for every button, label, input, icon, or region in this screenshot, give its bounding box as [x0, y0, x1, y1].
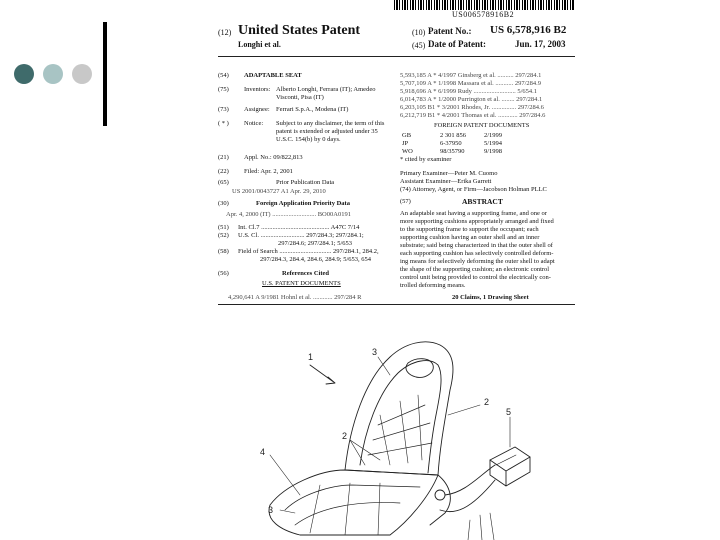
seat-drawing: [240, 335, 540, 540]
reference-row: 6,014,783 A * 1/2000 Purrington et al. ........ 297/284.1: [400, 96, 543, 103]
deck-dot-light: [72, 64, 92, 84]
us-patent-docs-title: U.S. PATENT DOCUMENTS: [262, 280, 341, 287]
foreign-number: 6-37950: [440, 140, 462, 147]
abstract-line: to the supporting frame to support the occupant; each: [400, 226, 539, 233]
foreign-date: 2/1999: [484, 132, 503, 139]
deck-dot-medium: [43, 64, 63, 84]
slide-divider: [103, 22, 107, 126]
filed-date: Filed: Apr. 2, 2001: [244, 168, 293, 175]
leader-3-top: [378, 357, 390, 375]
notice-line-3: U.S.C. 154(b) by 0 days.: [276, 136, 341, 143]
foreign-docs-title: FOREIGN PATENT DOCUMENTS: [434, 122, 530, 129]
label-ref-5: 5: [506, 407, 512, 417]
backrest-quilting: [368, 405, 432, 455]
abstract-line: substrate; said being characterized in that the outer shell of: [400, 242, 553, 249]
reference-row: 6,212,719 B1 * 4/2001 Thomas et al. ............ 297/284.6: [400, 112, 546, 119]
seat-cushion-quilting: [310, 483, 380, 535]
inid-52: (52): [218, 232, 229, 239]
backrest-inner: [360, 361, 441, 473]
inid-notice: ( * ): [218, 120, 229, 127]
assistant-examiner: Assistant Examiner—Erika Garrett: [400, 178, 492, 185]
inid-45: (45): [412, 41, 426, 50]
claims-count: 20 Claims, 1 Drawing Sheet: [452, 294, 529, 301]
control-unit-top: [490, 447, 530, 471]
inid-51: (51): [218, 224, 229, 231]
inventors-line-2: Visconti, Pisa (IT): [276, 94, 324, 101]
reference-arrow: [310, 365, 335, 384]
foreign-priority-data: Apr. 4, 2000 (IT) ........................... BO00A0191: [226, 211, 351, 218]
assignee: Ferrari S.p.A., Modena (IT): [276, 106, 349, 113]
foreign-country: JP: [402, 140, 409, 147]
patent-number: US 6,578,916 B2: [490, 24, 567, 36]
field-search-line-2: 297/284.3, 284.4, 284.6, 284.9; 5/653, 654: [260, 256, 372, 263]
us-cl-line-1: U.S. Cl. ........................... 297/284.3; 297/284.1;: [238, 232, 364, 239]
reference-row: 5,918,696 A * 6/1999 Rudy .......................... 5/654.1: [400, 88, 538, 95]
reference-row: 6,203,105 B1 * 3/2001 Rhodes, Jr. ............... 297/284.6: [400, 104, 544, 111]
notice-label: Notice:: [244, 120, 264, 127]
deck-dot-dark: [14, 64, 34, 84]
abstract-line: the shape of the supporting cushion; an electronic control: [400, 266, 550, 273]
reference-row: 4,290,641 A 9/1981 Hohnl et al. ............ 297/284 R: [228, 294, 362, 301]
date-label: Date of Patent:: [428, 39, 486, 49]
patent-no-label: Patent No.:: [428, 26, 472, 36]
seat-cushion-seam: [295, 502, 400, 525]
control-cable: [445, 465, 495, 495]
label-ref-3: 3: [372, 347, 378, 357]
notice-line-2: patent is extended or adjusted under 35: [276, 128, 378, 135]
inid-65: (65): [218, 179, 229, 186]
label-ref-2b: 2: [342, 431, 348, 441]
footer-rule: [218, 304, 575, 305]
inid-22: (22): [218, 168, 229, 175]
inid-57: (57): [400, 198, 411, 205]
foreign-country: WO: [402, 148, 413, 155]
abstract-line: trolled deforming means.: [400, 282, 466, 289]
abstract-line: ing means for selectively deforming the outer shell to adapt: [400, 258, 555, 265]
seat-cushion-front: [285, 485, 420, 510]
abstract-line: An adaptable seat having a supporting frame, and one or: [400, 210, 547, 217]
abstract-title: ABSTRACT: [462, 197, 503, 206]
patent-title: ADAPTABLE SEAT: [244, 72, 302, 79]
label-ref-1: 1: [308, 352, 314, 362]
control-knob: [435, 490, 445, 500]
primary-examiner: Primary Examiner—Peter M. Cuomo: [400, 170, 498, 177]
foreign-priority-title: Foreign Application Priority Data: [256, 200, 350, 207]
label-ref-3b: 3: [268, 505, 274, 515]
abstract-line: supporting cushion having an outer shell and an inner: [400, 234, 540, 241]
header-rule: [218, 56, 575, 57]
reference-row: 5,593,185 A * 4/1997 Ginsberg et al. .......... 297/284.1: [400, 72, 542, 79]
abstract-line: more supporting cushions appropriately arranged and fixed: [400, 218, 554, 225]
leader-4: [270, 455, 300, 495]
us-cl-line-2: 297/284.6; 297/284.1; 5/653: [278, 240, 353, 247]
inid-75: (75): [218, 86, 229, 93]
inventors-line-1: Alberto Longhi, Ferrara (IT); Amedeo: [276, 86, 376, 93]
inid-12: (12): [218, 28, 232, 37]
control-unit-sides: [490, 457, 530, 486]
label-ref-4: 4: [260, 447, 266, 457]
inid-58: (58): [218, 248, 229, 255]
foreign-number: 98/35790: [440, 148, 465, 155]
attorney: (74) Attorney, Agent, or Firm—Jacobson Holman PLLC: [400, 186, 547, 193]
notice-line-1: Subject to any disclaimer, the term of this: [276, 120, 385, 127]
foreign-date: 5/1994: [484, 140, 503, 147]
inid-56: (56): [218, 270, 229, 277]
label-ref-2: 2: [484, 397, 490, 407]
barcode: [394, 0, 574, 10]
leader-3-bottom: [280, 510, 295, 513]
field-search-line-1: Field of Search ................................ 297/284.1, 284.2,: [238, 248, 379, 255]
abstract-line: each supporting cushion has selectively controlled deform-: [400, 250, 554, 257]
leader-2-left: [350, 440, 380, 465]
inid-30: (30): [218, 200, 229, 207]
patent-heading: United States Patent: [238, 23, 361, 38]
abstract-line: control unit being provided to control the electrically con-: [400, 274, 551, 281]
reference-row: 5,707,109 A * 1/1998 Massara et al. ........... 297/284.9: [400, 80, 542, 87]
inid-21: (21): [218, 154, 229, 161]
prior-pub-title: Prior Publication Data: [276, 179, 335, 186]
wires: [468, 513, 494, 540]
inventor-short: Longhi et al.: [238, 40, 281, 49]
leader-2-right: [448, 405, 480, 415]
cited-note: * cited by examiner: [400, 156, 452, 163]
foreign-date: 9/1998: [484, 148, 503, 155]
foreign-country: GB: [402, 132, 412, 139]
barcode-number: US006578916B2: [452, 10, 515, 19]
inid-73: (73): [218, 106, 229, 113]
appl-no: Appl. No.: 09/822,813: [244, 154, 303, 161]
int-cl: Int. Cl.7 .......................................... A47C 7/14: [238, 224, 360, 231]
references-title: References Cited: [282, 270, 329, 277]
assignee-label: Assignee:: [244, 106, 270, 113]
inid-54: (54): [218, 72, 229, 79]
patent-date: Jun. 17, 2003: [515, 39, 566, 49]
backrest-seams: [380, 395, 422, 465]
inid-10: (10): [412, 28, 426, 37]
foreign-number: 2 301 856: [440, 132, 466, 139]
control-unit-display: [496, 455, 516, 465]
inventors-label: Inventors:: [244, 86, 271, 93]
prior-pub-data: US 2001/0043727 A1 Apr. 29, 2010: [232, 188, 326, 195]
